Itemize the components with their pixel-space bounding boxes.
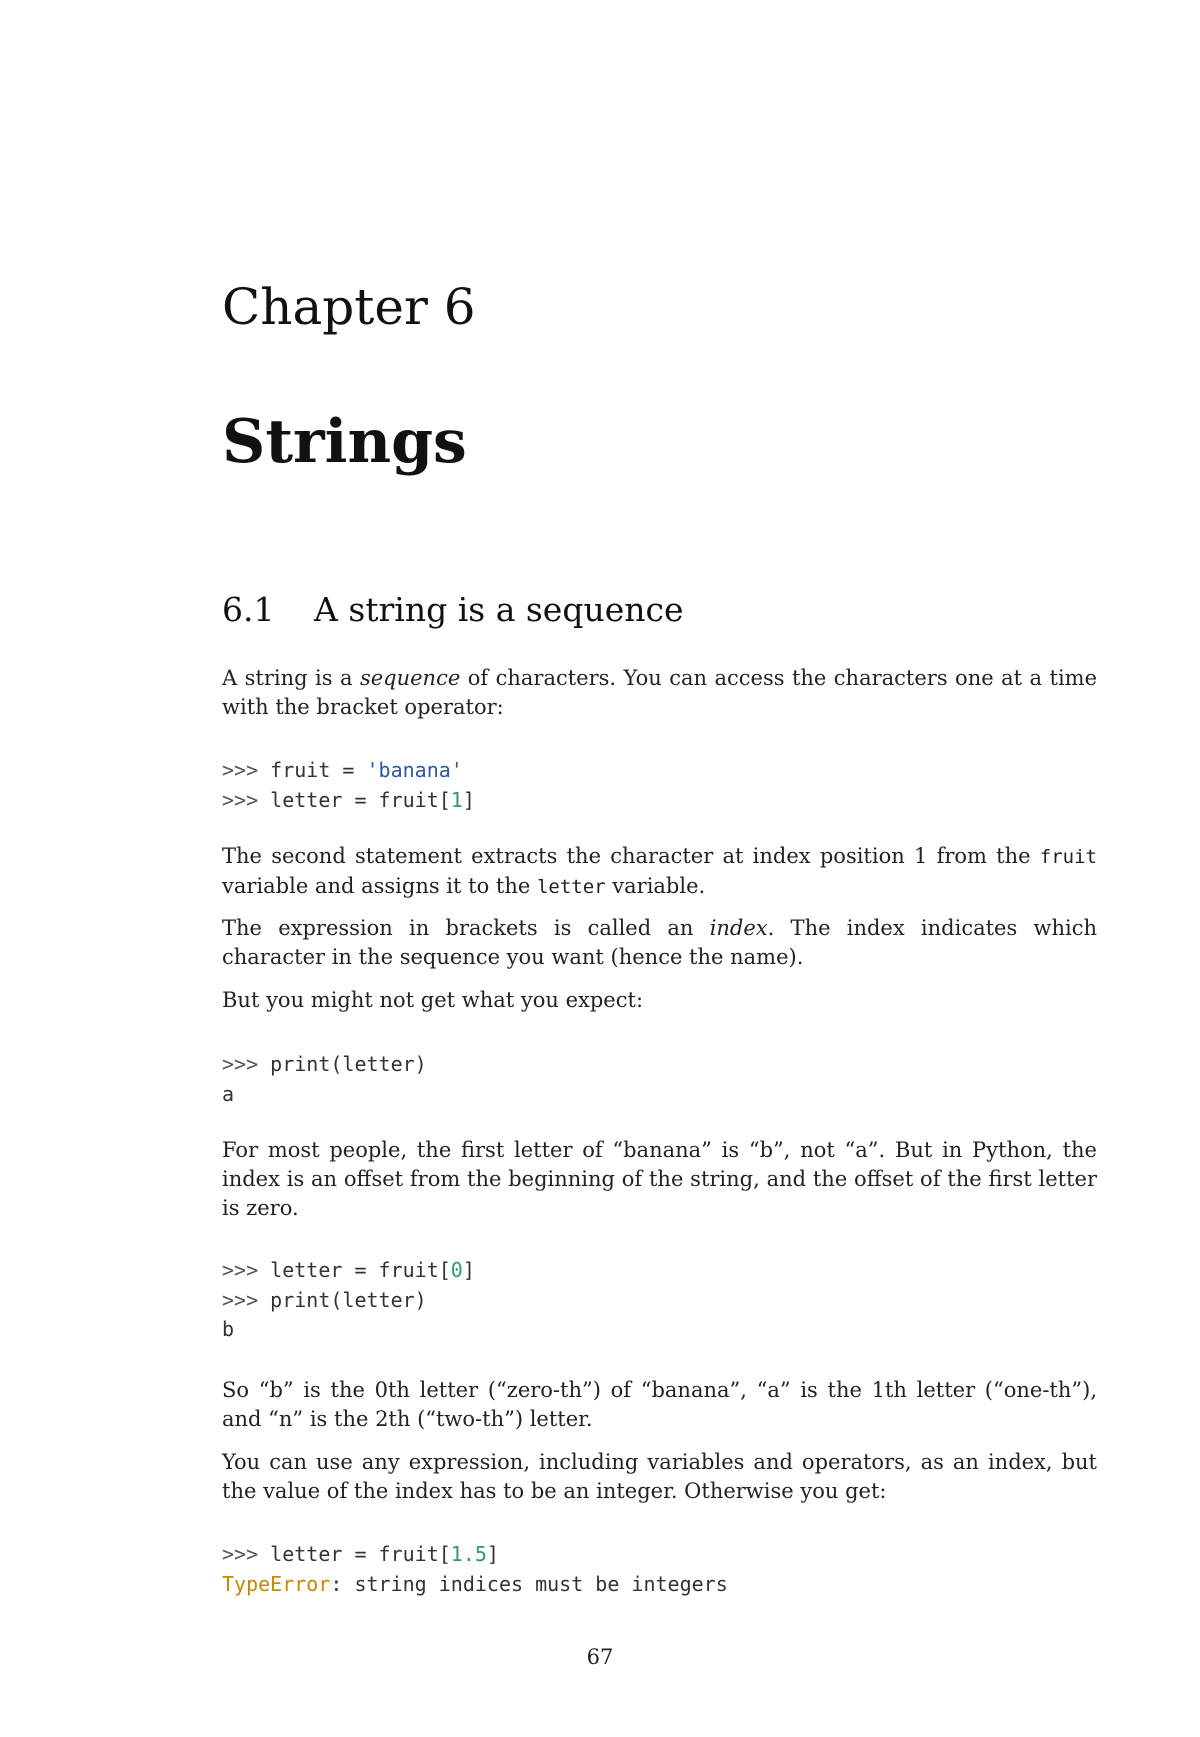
code-text: fruit = — [270, 758, 367, 782]
string-literal: 'banana' — [366, 758, 463, 782]
code-prompt: >>> — [222, 787, 271, 812]
code-block-2 — [222, 1050, 427, 1109]
section-title: A string is a sequence — [314, 590, 684, 629]
section-heading — [222, 590, 684, 629]
code-output: b — [222, 1317, 235, 1341]
code-prompt: >>> — [222, 1052, 271, 1076]
error-message: : string indices must be integers — [330, 1571, 728, 1596]
number-literal: 1.5 — [450, 1542, 487, 1566]
paragraph-3 — [222, 914, 1097, 972]
chapter-title: Strings — [222, 407, 467, 477]
paragraph-5: For most people, the first letter of “banana” is “b”, not “a”. But in Python, the index is an offset from the beginning of the string, and the offset of the first letter is zero. — [222, 1138, 1097, 1220]
inline-code-fruit: fruit — [1039, 846, 1097, 868]
paragraph-2 — [222, 842, 1097, 902]
code-text: print(letter) — [270, 1287, 427, 1312]
number-literal: 1 — [450, 787, 463, 812]
inline-code-letter: letter — [536, 876, 606, 898]
number-literal: 0 — [450, 1258, 463, 1282]
paragraph-6: So “b” is the 0th letter (“zero-th”) of “banana”, “a” is the 1th letter (“one-th”), and “n” is the 2th (“two-th”) letter. — [222, 1378, 1097, 1431]
code-block-4 — [222, 1540, 728, 1599]
code-prompt: >>> — [222, 1258, 271, 1282]
code-output: a — [222, 1081, 235, 1106]
code-text: print(letter) — [270, 1052, 427, 1076]
term-index: index — [709, 916, 768, 940]
paragraph-3-text-a: The expression in brackets is called an — [222, 916, 710, 940]
paragraph-1-text-b: of characters. You can access the characters one at a time with the bracket operator: — [222, 666, 1097, 719]
paragraph-4: But you might not get what you expect: — [222, 988, 644, 1012]
code-block-1 — [222, 756, 475, 815]
section-number: 6.1 — [222, 590, 275, 629]
code-text: ] — [462, 1258, 475, 1282]
term-sequence: sequence — [359, 666, 461, 690]
chapter-label: Chapter 6 — [222, 278, 476, 336]
code-prompt: >>> — [222, 1542, 271, 1566]
code-text: letter = fruit[ — [270, 1258, 451, 1282]
code-prompt: >>> — [222, 1287, 271, 1312]
code-text: ] — [486, 1542, 499, 1566]
code-text: ] — [462, 787, 475, 812]
paragraph-7: You can use any expression, including variables and operators, as an index, but the value of the index has to be an integer. Otherwise you get: — [222, 1450, 1097, 1503]
code-text: letter = fruit[ — [270, 787, 451, 812]
paragraph-1 — [222, 664, 1097, 722]
paragraph-1-text-a: A string is a — [222, 666, 360, 690]
paragraph-2-text-a: The second statement extracts the character at index position 1 from the — [222, 844, 1040, 868]
error-name: TypeError — [222, 1571, 331, 1596]
paragraph-2-text-b: variable and assigns it to the — [222, 874, 537, 898]
code-prompt: >>> — [222, 758, 271, 782]
code-text: letter = fruit[ — [270, 1542, 451, 1566]
paragraph-2-text-c: variable. — [605, 874, 706, 898]
page-number: 67 — [586, 1645, 614, 1669]
paragraph-3-text-b: . The index indicates which character in the sequence you want (hence the name). — [222, 916, 1097, 969]
code-block-3 — [222, 1256, 475, 1345]
